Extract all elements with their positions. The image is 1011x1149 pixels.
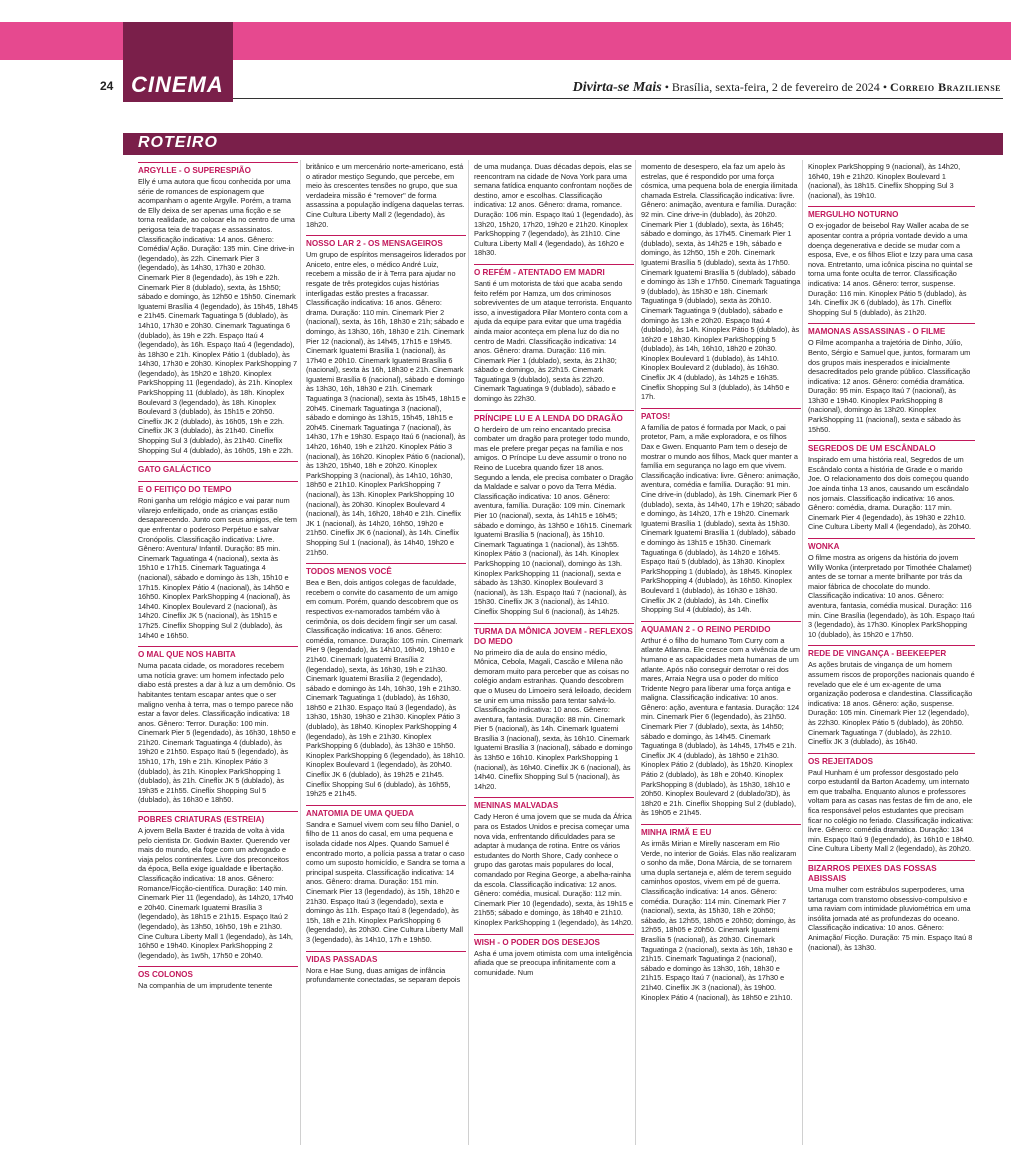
column-divider: [635, 160, 636, 1145]
column-divider: [802, 160, 803, 1145]
movie-title: PRÍNCIPE LU E A LENDA DO DRAGÃO: [474, 410, 634, 424]
roteiro-banner: [123, 133, 1003, 155]
movie-listing: [808, 440, 975, 532]
movie-description: Cady Heron é uma jovem que se muda da África para os Estados Unidos e precisa começar uma nova vida, enfrentando dificuldades para se adaptar à mudança de rotina. Entre os vários estudantes do North Shore, Cady conhece o grupo das garotas mais populares do local, comandado por Regina George, a abelha-rainha da escola. Classificação indicativa: 12 anos. Gênero: comédia, musical. Duração: 112 min. Cinemark Pier 10 (legendado), sexta, às 19h15 e 21h55; sábado e domingo, às 18h40 e 21h10. Kinoplex ParkShopping 1 (legendado), às 14h20.: [474, 812, 634, 927]
movie-description: O herdeiro de um reino encantado precisa combater um dragão para proteger todo mundo, mas ele prefere pregar peças na família e nos amigos. O Príncipe Lu deve assumir o trono no Reino de Lucebra quando fizer 18 anos. Segundo a lenda, ele precisa combater o Dragão da Maldade e salvar o povo da Terra Média. Classificação indicativa: 10 anos. Gênero: aventura, família. Duração: 109 min. Cinemark Pier 10 (nacional), sexta, às 14h15 e 16h45; sábado e domingo, às 13h50 e 16h15. Cinemark Iguatemi Brasília 5 (nacional), às 15h10. Cinemark Taguatinga 1 (nacional), às 13h55. Kinoplex Pátio 3 (nacional), às 14h. Kinoplex ParkShopping 10 (nacional), domingo às 13h. Kinoplex ParkShopping 11 (nacional), sexta e sábado às 13h30. Kinoplex Boulevard 3 (nacional), às 13h. Espaço Itaú 7 (nacional), às 15h30. Cineflix JK 3 (nacional), às 14h10. Cineflix Shopping Sul 6 (nacional), às 14h25.: [474, 424, 634, 616]
movie-title: PATOS!: [641, 408, 801, 422]
movie-listing: [138, 162, 298, 455]
movie-title: TURMA DA MÔNICA JOVEM - REFLEXOS DO MEDO: [474, 623, 634, 647]
movie-listing: [474, 623, 634, 792]
movie-title: OS REJEITADOS: [808, 753, 975, 767]
movie-listing: [306, 162, 466, 229]
movie-description: Bea e Ben, dois antigos colegas de faculdade, recebem o convite do casamento de um amigo em comum. Porém, quando descobrem que os respectivos ex-namorados também vão à cerimônia, os dois decidem fingir ser um casal. Classificação indicativa: 16 anos. Gênero: comédia, romance. Duração: 105 min. Cinemark Pier 9 (legendado), às 14h10, 16h40, 19h10 e 21h40. Cinemark Iguatemi Brasília 2 (legendado), sexta, às 16h30, 19h e 21h30. Cinemark Iguatemi Brasília 2 (legendado), sábado e domingo às 14h, 16h30, 19h e 21h30. Cinemark Taguatinga 1 (dublado), às 16h30, 18h50 e 21h30. Espaço Itaú 3 (legendado), às 13h30, 15h30, 19h30 e 21h30. Kinoplex Pátio 3 (dublado), às 18h40. Kinoplex ParkShopping 4 (legendado), às 19h e 21h30. Kinoplex ParkShopping 6 (dublado), às 13h30 e 15h50. Kinoplex ParkShopping 6 (legendado), às 18h10. Kinoplex Boulevard 1 (legendado), às 20h40. Cineflix JK 6 (dublado), às 19h25 e 21h45. Cineflix Shopping Sul 6 (dublado), às 16h55, 19h25 e 21h45.: [306, 578, 466, 799]
movie-listing: [138, 461, 298, 475]
movie-title: ANATOMIA DE UMA QUEDA: [306, 805, 466, 819]
brand-name: Correio Braziliense: [890, 80, 1001, 94]
movie-description: Kinoplex ParkShopping 9 (nacional), às 14h20, 16h40, 19h e 21h20. Kinoplex Boulevard 1 (nacional), às 18h15. Cineflix Shopping Sul 3 (nacional), às 19h10.: [808, 162, 961, 200]
movie-description: As ações brutais de vingança de um homem assumem riscos de proporções nacionais quando é revelado que ele é um ex-agente de uma organização poderosa e clandestina. Classificação indicativa: 18 anos. Gênero: ação, suspense. Duração: 105 min. Cinemark Pier 12 (legendado), às 22h30. Kinoplex Pátio 5 (dublado), às 20h50. Cinemark Taguatinga 7 (dublado), às 22h10. Cineflix JK 3 (dublado), às 16h40.: [808, 660, 975, 747]
movie-listing: [808, 538, 975, 639]
movie-description: Paul Hunham é um professor desgostado pelo corpo estudantil da Barton Academy, um internato em que trabalha. Enquanto alunos e professores voltam para as casas nas festas de fim de ano, ele fica responsável pelos estudantes que precisam ficar no colégio no feriado. Classificação indicativa: livre. Gênero: comédia dramática. Duração: 134 min. Espaço Itaú 9 (legendado), às 16h10 e 18h40. Cine Cultura Liberty Mall 2 (legendado), às 20h20.: [808, 767, 974, 854]
movie-title: O REFÉM - ATENTADO EM MADRI: [474, 264, 634, 278]
listing-column-2: [306, 162, 466, 991]
movie-listing: [474, 162, 634, 258]
column-divider: [300, 160, 301, 1145]
movie-listing: [808, 860, 975, 952]
movie-listing: [474, 797, 634, 927]
movie-listing: [641, 824, 801, 1002]
movie-listing: [808, 323, 975, 434]
movie-listing: [138, 966, 298, 991]
movie-listing: [474, 410, 634, 617]
movie-description: Santi é um motorista de táxi que acaba sendo feito refém por Hamza, um dos criminosos sobreviventes de um ataque terrorista. Enquanto isso, a investigadora Pilar Montero conta com a ajuda da equipe para evitar que uma tragédia ainda maior aconteça em plena luz do dia no centro de Madri. Classificação indicativa: 14 anos. Gênero: drama. Duração: 116 min. Cinemark Pier 1 (dublado), sexta, às 21h30; sábado e domingo, às 22h15. Cinemark Taguatinga 9 (dublado), sexta às 22h20. Cinemark Taguatinga 9 (dublado), sábado e domingo às 22h30.: [474, 278, 632, 404]
movie-description: O filme mostra as origens da história do jovem Willy Wonka (interpretado por Timothée Chalamet) antes de se tornar a mente brilhante por trás da maior fábrica de chocolate do mundo. Classificação indicativa: 10 anos. Gênero: aventura, fantasia, comédia musical. Duração: 116 min. Cine Brasília (legendado), às 10h. Espaço Itaú 3 (legendado), às 17h30. Kinoplex ParkShopping 10 (dublado), às 15h20 e 17h50.: [808, 553, 975, 639]
movie-listing: [641, 621, 801, 818]
bullet-2: •: [882, 80, 888, 94]
listing-column-5: [808, 162, 975, 958]
movie-description: de uma mudança. Duas décadas depois, elas se reencontram na cidade de Nova York para uma semana fatídica enquanto confrontam noções de destino, amor e escolhas. Classificação indicativa: 12 anos. Gênero: drama, romance. Duração: 106 min. Espaço Itaú 1 (legendado), às 13h20, 15h20, 17h20, 19h20 e 21h20. Kinoplex ParkShopping 7 (legendado), às 21h10. Cine Cultura Liberty Mall 4 (legendado), às 16h20 e 18h30.: [474, 162, 634, 258]
movie-title: MINHA IRMÃ E EU: [641, 824, 801, 838]
movie-listing: [808, 753, 975, 854]
movie-description: Numa pacata cidade, os moradores recebem uma notícia grave: um homem infectado pelo diabo está prestes a dar à luz a um demônio. Os habitantes tentam escapar antes que o ser maligno venha à terra, mas o tempo parece não estar a favor deles. Classificação indicativa: 18 anos. Gênero: Terror. Duração: 100 min. Cinemark Pier 5 (legendado), às 16h30, 18h50 e 21h20. Cinemark Taguatinga 4 (dublado), às 19h20 e 21h50. Espaço Itaú 5 (legendado), às 15h10, 17h, 19h e 21h. Kinoplex Pátio 3 (dublado), às 21h. Kinoplex ParkShopping 1 (dublado), às 21h. Cineflix JK 5 (dublado), às 19h35 e 21h55. Cineflix Shopping Sul 5 (dublado), às 16h30 e 18h50.: [138, 661, 296, 805]
movie-description: Inspirado em uma história real, Segredos de um Escândalo conta a história de Grade e o marido Joe. O relacionamento dos dois começou quando Joe ainda tinha 13 anos, causando um escândalo nos jornais. Classificação indicativa: 16 anos. Gênero: comédia, drama. Duração: 117 min. Cinemark Pier 4 (legendado), às 19h30 e 22h10. Cine Cultura Liberty Mall 4 (legendado), às 20h40.: [808, 455, 972, 532]
publication-name: Divirta-se Mais: [572, 80, 662, 95]
movie-title: POBRES CRIATURAS (ESTREIA): [138, 811, 298, 825]
movie-description: Elly é uma autora que ficou conhecida por uma série de romances de espionagem que acompanham o agente Argylle. Porém, a trama de Elly deixa de ser apenas uma ficção e se torna realidade, ao colocar ela no centro de uma perigosa teia de trapaças e assassinatos. Classificação indicativa: 14 anos. Gênero: Comédia/ Ação. Duração: 135 min. Cine drive-in (legendado), às 22h. Cinemark Pier 3 (legendado), às 14h30, 17h30 e 20h30. Cinemark Pier 8 (legendado), às 19h e 22h. Cinemark Pier 8 (dublado), sexta, às 15h50; sábado e domingo, às 12h50 e 15h50. Cinemark Iguatemi Brasília 4 (legendado), às 15h45, 18h45 e 21h45. Cinemark Taguatinga 5 (dublado), às 14h10, 17h30 e 20h30. Cinemark Taguatinga 6 (dublado), às 19h e 22h. Espaço Itaú 4 (legendado), às 16h. Espaço Itaú 4 (legendado), às 18h30 e 21h. Kinoplex Pátio 1 (dublado), às 14h30, 17h30 e 20h30. Kinoplex ParkShopping 7 (legendado), às 15h20 e 18h20. Kinoplex ParkShopping 11 (legendado), às 21h. Kinoplex ParkShopping 11 (dublado), às 18h. Kinoplex Boulevard 3 (legendado), às 18h. Kinoplex Boulevard 3 (dublado), às 15h15 e 20h50. Cineflix JK 2 (dublado), às 16h05, 19h e 22h. Cineflix JK 3 (dublado), às 21h40. Cineflix Shopping Sul 3 (dublado), às 21h40. Cineflix Shopping Sul 4 (dublado), às 16h05, 19h e 22h.: [138, 177, 298, 455]
movie-description: Nora e Hae Sung, duas amigas de infância profundamente conectadas, se separam depois: [306, 965, 461, 985]
column-divider: [468, 160, 469, 1145]
movie-title: VIDAS PASSADAS: [306, 951, 466, 965]
movie-title: NOSSO LAR 2 - OS MENSAGEIROS: [306, 235, 466, 249]
movie-title: MAMONAS ASSASSINAS - O FILME: [808, 323, 975, 337]
movie-title: OS COLONOS: [138, 966, 298, 980]
header-accent-left: [0, 22, 123, 60]
movie-title: MERGULHO NOTURNO: [808, 206, 975, 220]
movie-description: As irmãs Mirian e Mirelly nasceram em Rio Verde, no interior de Goiás. Elas não realizaram o sonho da mãe, Dona Márcia, de se tornarem uma dupla sertaneja e, além de terem seguido caminhos opostos, vivem em pé de guerra. Classificação indicativa: 14 anos. Gênero: comédia. Duração: 114 min. Cinemark Pier 7 (nacional), sexta, às 15h30, 18h e 20h50; sábado, às 12h55, 18h05 e 20h50; domingo, às 12h55, 18h05 e 20h50. Cinemark Iguatemi Brasília 5 (nacional), às 20h30. Cinemark Taguatinga 2 (nacional), sexta às 16h, 18h30 e 21h15. Cinemark Taguatinga 2 (nacional), sábado e domingo às 13h30, 16h, 18h30 e 21h15. Espaço Itaú 7 (nacional), às 17h30 e 21h40. Cineflix JK 3 (nacional), às 19h00. Kinoplex Pátio 4 (nacional), às 18h50 e 21h10.: [641, 839, 797, 1002]
movie-listing: [138, 646, 298, 805]
movie-description: britânico e um mercenário norte-americano, está o atirador mestiço Segundo, que percebe, em meio às crescentes tensões no grupo, que sua verdadeira missão é "remover" de forma assassina a população indígena daquelas terras. Cine Cultura Liberty Mall 2 (legendado), às 18h20.: [306, 162, 465, 229]
movie-description: Asha é uma jovem otimista com uma inteligência afiada que se preocupa infinitamente com a comunidade. Num: [474, 948, 633, 977]
movie-listing: [474, 264, 634, 404]
movie-description: A família de patos é formada por Mack, o pai protetor, Pam, a mãe exploradora, e os filhos Dax e Gwen. Enquanto Pam tem o desejo de mostrar o mundo aos filhos, Mack quer manter a família em segurança no lago em que vivem. Classificação indicativa: livre. Gênero: animação, aventura, comédia e família. Duração: 91 min. Cine drive-in (dublado), às 19h. Cinemark Pier 6 (dublado), sexta, às 14h40, 17h e 19h20; sábado e domingo, às 14h20, 17h e 19h20. Cinemark Iguatemi Brasília 1 (dublado), sexta às 15h30. Cinemark Iguatemi Brasília 1 (dublado), sábado e domingo às 13h15 e 15h30. Cinemark Taguatinga 6 (dublado), às 14h20 e 16h45. Espaço Itaú 5 (dublado), às 13h30. Kinoplex ParkShopping 1 (dublado), às 18h45. Kinoplex ParkShopping 4 (dublado), às 16h50. Kinoplex Boulevard 1 (dublado), às 16h30 e 18h30. Cineflix JK 2 (dublado), às 14h. Cineflix Shopping Sul 4 (dublado), às 14h.: [641, 422, 801, 615]
movie-title: O MAL QUE NOS HABITA: [138, 646, 298, 660]
running-header: [573, 80, 1001, 96]
listing-column-4: [641, 162, 801, 1008]
movie-title: AQUAMAN 2 - O REINO PERDIDO: [641, 621, 801, 635]
movie-listing: [306, 563, 466, 799]
movie-listing: [138, 481, 298, 640]
movie-title: REDE DE VINGANÇA - BEEKEEPER: [808, 645, 975, 659]
movie-title: TODOS MENOS VOCÊ: [306, 563, 466, 577]
movie-title: BIZARROS PEIXES DAS FOSSAS ABISSAIS: [808, 860, 975, 884]
movie-listing: [306, 235, 466, 557]
movie-description: Sandra e Samuel vivem com seu filho Daniel, o filho de 11 anos do casal, em uma pequena e isolada cidade nos Alpes. Quando Samuel é encontrado morto, a polícia passa a tratar o caso como um suposto homicídio, e Sandra se torna a principal suspeita. Classificação indicativa: 14 anos. Gênero: drama. Duração: 151 min. Cinemark Pier 13 (legendado), às 15h, 18h20 e 21h30. Espaço Itaú 3 (legendado), sexta e domingo às 11h. Espaço Itaú 8 (legendado), às 15h, 18h e 21h. Kinoplex ParkShopping 6 (legendado), às 20h30. Cine Cultura Liberty Mall 3 (legendado), às 14h10, 17h e 19h50.: [306, 819, 465, 944]
movie-title: WONKA: [808, 538, 975, 552]
movie-listing: [808, 162, 975, 200]
bullet-1: •: [664, 80, 669, 94]
roteiro-title: ROTEIRO: [138, 134, 218, 151]
movie-listing: [808, 645, 975, 746]
movie-title: WISH - O PODER DOS DESEJOS: [474, 934, 634, 948]
movie-description: A jovem Bella Baxter é trazida de volta à vida pelo cientista Dr. Godwin Baxter. Querendo ver mais do mundo, ela foge com um advogado e viaja pelos continentes. Livre dos preconceitos da época, Bella exige igualdade e libertação. Classificação indicativa: 18 anos. Gênero: Romance/Ficção-científica. Duração: 140 min. Cinemark Pier 11 (legendado), às 14h20, 17h40 e 20h40. Cinemark Iguatemi Brasília 3 (legendado), às 18h15 e 21h15. Espaço Itaú 2 (legendado), às 13h50, 16h50, 19h e 21h30. Cine Cultura Liberty Mall 1 (legendado), às 14h, 16h50 e 19h40. Kinoplex ParkShopping 2 (legendado), às 1w5h, 17h50 e 20h40.: [138, 826, 294, 960]
movie-description: No primeiro dia de aula do ensino médio, Mônica, Cebola, Magali, Cascão e Milena não demoram muito para perceber que as coisas no colégio andam estranhas. Quando descobrem que o Museu do Limoeiro será leiloado, decidem se unir em uma missão para tentar salvá-lo. Classificação indicativa: 10 anos. Gênero: aventura, fantasia. Duração: 88 min. Cinemark Pier 5 (nacional), às 14h. Cinemark Iguatemi Brasília 3 (nacional), sexta, às 16h10. Cinemark Iguatemi Brasília 3 (nacional), sábado e domingo às 13h50 e 16h10. Kinoplex ParkShopping 1 (nacional), às 16h40. Cineflix JK 6 (nacional), às 14h40. Cineflix Shopping Sul 5 (nacional), às 14h20.: [474, 647, 633, 791]
movie-title: GATO GALÁCTICO: [138, 461, 298, 475]
page-number: 24: [100, 79, 114, 93]
listing-column-1: [138, 162, 298, 997]
header-rule: [233, 98, 1003, 99]
movie-description: Uma mulher com estrábulos superpoderes, uma tartaruga com transtorno obsessivo-compulsivo e uma raviam com intimidade pluviométrica em uma insólita jornada até as profundezas do oceano. Classificação indicativa: 10 anos. Gênero: Animação/ Ficção. Duração: 75 min. Espaço Itaú 8 (nacional), às 13h30.: [808, 885, 973, 952]
movie-listing: [306, 805, 466, 945]
movie-title: ARGYLLE - O SUPERESPIÃO: [138, 162, 298, 176]
movie-title: MENINAS MALVADAS: [474, 797, 634, 811]
movie-listing: [138, 811, 298, 960]
movie-description: Na companhia de um imprudente tenente: [138, 981, 273, 991]
movie-description: Um grupo de espíritos mensageiros liderados por Aniceto, entre eles, o médico André Luiz, recebem a missão de ir à Terra para ajudar no resgate de três protegidos cujas histórias interligadas estão prestes a fracassar. Classificação indicativa: 16 anos. Gênero: drama. Duração: 110 min. Cinemark Pier 2 (nacional), sexta, às 16h, 18h30 e 21h; sábado e domingo, às 13h30, 16h, 18h30 e 21h. Cinemark Pier 12 (nacional), às 14h45, 17h15 e 19h45. Cinemark Iguatemi Brasília 1 (nacional), às 17h40 e 20h10. Cinemark Iguatemi Brasília 6 (nacional), sexta às 16h, 18h30 e 21h. Cinemark Iguatemi Brasília 6 (nacional), sábado e domingo às 13h30, 16h, 18h30 e 21h. Cinemark Taguatinga 3 (nacional), sexta às 15h45, 18h15 e 20h45. Cinemark Taguatinga 3 (nacional), sábado e domingo às 13h15, 15h45, 18h15 e 20h45. Cinemark Taguatinga 7 (nacional), às 14h30, 17h e 19h30. Espaço Itaú 6 (nacional), às 14h20, 16h40, 19h e 21h20. Kinoplex Pátio 3 (nacional), às 16h20. Kinoplex Pátio 6 (nacional), às 13h20, 15h40, 18h e 20h20. Kinoplex ParkShopping 3 (nacional), às 14h10, 16h30, 18h50 e 21h10. Kinoplex ParkShopping 7 (nacional), às 13h. Kinoplex ParkShopping 10 (nacional), às 20h30. Kinoplex Boulevard 4 (nacional), às 14h, 16h20, 18h40 e 21h. Cineflix JK 1 (nacional), às 14h20, 16h50, 19h20 e 21h50. Cineflix JK 6 (nacional), às 14h. Cineflix Shopping Sul 1 (nacional), às 14h40, 19h20 e 21h50.: [306, 250, 466, 557]
movie-listing: [306, 951, 466, 985]
movie-description: Roni ganha um relógio mágico e vai parar num vilarejo enfeitiçado, onde as crianças estão desaparecendo. Junto com seus amigos, ele tem que enfrentar o poderoso Perpétuo e salvar Cronópolis. Classificação indicativa: Livre. Gênero: Aventura/ Infantil. Duração: 85 min. Cinemark Taguatinga 4 (nacional), sexta às 15h10 e 17h15. Cinemark Taguatinga 4 (nacional), sábado e domingo às 13h, 15h10 e 17h15. Kinoplex Pátio 4 (nacional), às 14h50 e 16h50. Kinoplex ParkShopping 4 (nacional), às 14h40. Kinoplex Boulevard 2 (nacional), às 14h20. Cineflix JK 5 (nacional), às 15h15 e 17h25. Cineflix Shopping Sul 2 (dublado), às 14h40 e 16h50.: [138, 496, 297, 640]
movie-listing: [641, 162, 801, 402]
movie-description: O Filme acompanha a trajetória de Dinho, Júlio, Bento, Sérgio e Samuel que, juntos, formaram um dos grupos mais inesperados e inicialmente desacreditados pelo grande público. Classificação indicativa: 12 anos. Gênero: comédia dramática. Duração: 95 min. Espaço Itaú 7 (nacional), às 13h30 e 19h40. Kinoplex ParkShopping 8 (nacional), domingo às 13h20. Kinoplex ParkShopping 11 (nacional), sexta e sábado às 15h50.: [808, 338, 971, 434]
movie-description: momento de desespero, ela faz um apelo às estrelas, que é respondido por uma força cósmica, uma pequena bola de energia ilimitada chamada Estrela. Classificação indicativa: livre. Gênero: animação, aventura e família. Duração: 92 min. Cine drive-in (dublado), às 20h20. Cinemark Pier 1 (dublado), sexta, às 16h45; sábado e domingo, às 17h45. Cinemark Pier 1 (dublado), sexta, às 14h25 e 19h, sábado e domingo, às 12h50, 15h e 20h. Cinemark Iguatemi Brasília 5 (dublado), sexta às 17h50. Cinemark Iguatemi Brasília 5 (dublado), sábado e domingo às 13h e 17h50. Cinemark Taguatinga 9 (dublado), às 15h30 e 18h. Cinemark Taguatinga 9 (dublado), sexta às 20h10. Cinemark Taguatinga 9 (dublado), sábado e domingo às 13h e 20h20. Espaço Itaú 4 (dublado), às 14h. Kinoplex Pátio 5 (dublado), às 16h20 e 18h30. Kinoplex ParkShopping 5 (dublado), às 14h, 16h10, 18h20 e 20h30. Kinoplex Boulevard 1 (dublado), às 14h10. Kinoplex Boulevard 2 (dublado), às 16h30. Cineflix JK 4 (dublado), às 14h25 e 16h35. Cineflix Shopping Sul 3 (dublado), às 14h50 e 17h.: [641, 162, 801, 402]
movie-listing: [641, 408, 801, 615]
movie-title: SEGREDOS DE UM ESCÂNDALO: [808, 440, 975, 454]
movie-description: O ex-jogador de beisebol Ray Waller acaba de se aposentar contra a própria vontade devido a uma doença degenerativa e decide se mudar com a esposa, Eve, e os filhos Eliot e Izzy para uma casa nova. Entretanto, uma icônica piscina no quintal se torna uma fonte oculta de terror. Classificação indicativa: 14 anos. Gênero: terror, suspense. Duração: 116 min. Kinoplex Pátio 5 (dublado), às 14h. Cineflix JK 6 (dublado), às 17h. Cineflix Shopping Sul 5 (dublado), às 21h20.: [808, 221, 973, 317]
movie-listing: [474, 934, 634, 978]
listing-column-3: [474, 162, 634, 983]
dateline: Brasília, sexta-feira, 2 de fevereiro de 2024: [671, 80, 880, 94]
section-title: CINEMA: [131, 72, 224, 97]
header-accent-right: [233, 22, 1011, 60]
movie-title: E O FEITIÇO DO TEMPO: [138, 481, 298, 495]
movie-description: Arthur é o filho do humano Tom Curry com a atlante Atlanna. Ele cresce com a vivência de um humano e as capacidades meta humanas de um atlante. Após não conseguir derrotar o rei dos mares, Arraia Negra usa o poder do mítico Tridente Negro para liberar uma força antiga e maligna. Classificação indicativa: 10 anos. Gênero: ação, aventura e fantasia. Duração: 124 min. Cinemark Pier 6 (legendado), às 21h50. Cinemark Pier 7 (dublado), sexta, às 14h50; sábado e domingo, às 14h45. Cinemark Taguatinga 8 (dublado), às 14h45, 17h45 e 21h. Cineflix JK 4 (dublado), às 18h50 e 21h30. Kinoplex Pátio 2 (dublado), às 15h20. Kinoplex Pátio 2 (dublado), às 18h e 20h40. Kinoplex ParkShopping 8 (dublado), às 15h30, 18h10 e 20h50. Kinoplex Boulevard 2 (dublado/3D), às 18h20 e 21h. Cineflix Shopping Sul 2 (dublado), às 19h05 e 21h45.: [641, 635, 800, 818]
movie-listing: [808, 206, 975, 317]
